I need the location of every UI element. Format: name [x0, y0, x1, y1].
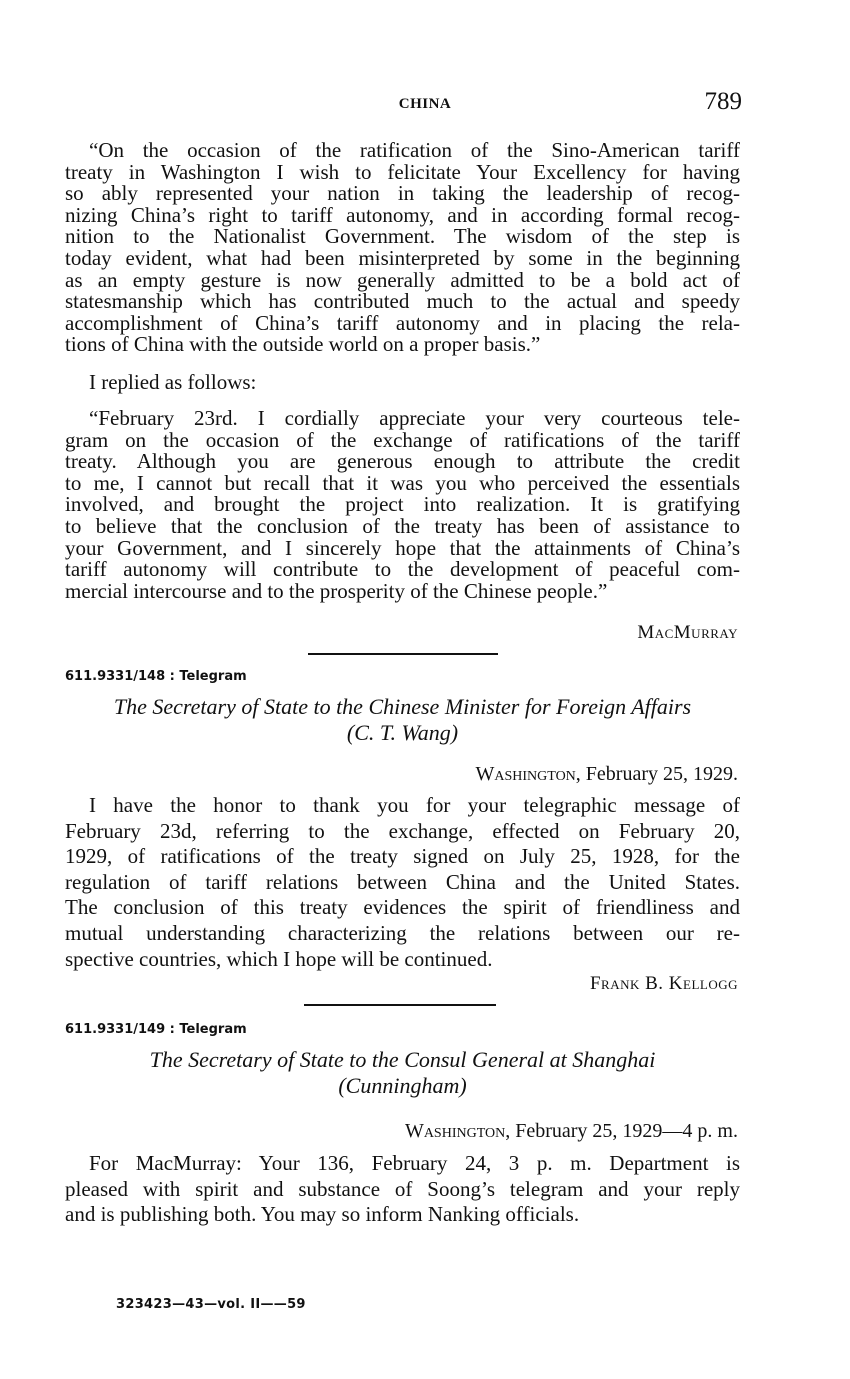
quote-reply — [65, 408, 740, 602]
dateline-place: Washington — [404, 1120, 506, 1142]
text-line: treaty. Although you are generous enough to attribute the credit — [65, 449, 740, 474]
heading-line: The Secretary of State to the Chinese Minister for Foreign Affairs — [113, 694, 692, 719]
text-line: regulation of tariff relations between China and the United States. — [65, 869, 740, 894]
text-line: mutual understanding characterizing the relations between our re- — [65, 920, 740, 945]
text-line: so ably represented your nation in taking the leadership of recog- — [65, 181, 740, 206]
dateline-date: , February 25, 1929. — [575, 763, 738, 785]
text-line: gram on the occasion of the exchange of ratifications of the tariff — [65, 427, 740, 452]
text-line: tions of China with the outside world on a proper basis.” — [65, 332, 541, 357]
dateline — [476, 763, 739, 786]
document-heading — [65, 694, 740, 746]
heading-line: (Cunningham) — [338, 1073, 467, 1098]
text-line: The conclusion of this treaty evidences the spirit of friendliness and — [65, 895, 740, 920]
document-reference: 611.9331/149 : Telegram — [65, 1022, 247, 1037]
text-line: “On the occasion of the ratification of the Sino-American tariff — [89, 138, 740, 162]
text-line: treaty in Washington I wish to felicitate Your Excellency for having — [65, 159, 740, 184]
document-reference: 611.9331/148 : Telegram — [65, 669, 247, 684]
section-divider — [308, 653, 498, 655]
text-line: February 23d, referring to the exchange, effected on February 20, — [65, 818, 740, 843]
quote-soong-telegram — [65, 140, 740, 356]
text-line: and is publishing both. You may so inform Nanking officials. — [65, 1202, 580, 1227]
signature-kellogg: Frank B. Kellogg — [589, 973, 738, 994]
heading-line: (C. T. Wang) — [346, 720, 459, 745]
dateline-date: , February 25, 1929—4 p. m. — [505, 1120, 738, 1142]
text-line: statesmanship which has contributed much to the actual and speedy — [65, 289, 740, 314]
heading-line: The Secretary of State to the Consul General at Shanghai — [149, 1047, 656, 1072]
text-line: For MacMurray: Your 136, February 24, 3 p. m. Department is — [89, 1151, 740, 1175]
text-line: pleased with spirit and substance of Soong’s telegram and your reply — [65, 1176, 740, 1201]
reply-intro: I replied as follows: — [89, 370, 257, 394]
section-divider — [304, 1004, 496, 1006]
telegram-body — [65, 793, 740, 972]
dateline-place: Washington — [475, 763, 576, 785]
text-line: accomplishment of China’s tariff autonomy and in placing the rela- — [65, 310, 740, 335]
text-line: tariff autonomy will contribute to the development of peaceful com- — [65, 557, 740, 582]
text-line: “February 23rd. I cordially appreciate your very courteous tele- — [89, 406, 740, 430]
text-line: I have the honor to thank you for your telegraphic message of — [89, 793, 740, 817]
text-line: mercial intercourse and to the prosperity of the Chinese people.” — [65, 578, 608, 603]
text-line: nizing China’s right to tariff autonomy, and in according formal recog- — [65, 202, 740, 227]
page-number: 789 — [704, 88, 742, 115]
text-line: spective countries, which I hope will be continued. — [65, 946, 493, 971]
text-line: 1929, of ratifications of the treaty signed on July 25, 1928, for the — [65, 844, 740, 869]
text-line: to me, I cannot but recall that it was you who perceived the essentials — [65, 470, 740, 495]
text-line: nition to the Nationalist Government. The wisdom of the step is — [65, 224, 740, 249]
text-line: your Government, and I sincerely hope that the attainments of China’s — [65, 535, 740, 560]
print-footer: 323423—43—vol. II——59 — [116, 1297, 306, 1312]
text-line: as an empty gesture is now generally admitted to be a bold act of — [65, 267, 740, 292]
text-line: involved, and brought the project into realization. It is gratifying — [65, 492, 740, 517]
signature-macmurray: MacMurray — [637, 622, 738, 643]
telegram-body — [65, 1151, 740, 1228]
text-line: today evident, what had been misinterpreted by some in the beginning — [65, 245, 740, 270]
running-header: CHINA — [398, 96, 452, 112]
document-heading — [65, 1047, 740, 1099]
dateline — [405, 1120, 738, 1143]
text-line: to believe that the conclusion of the treaty has been of assistance to — [65, 513, 740, 538]
